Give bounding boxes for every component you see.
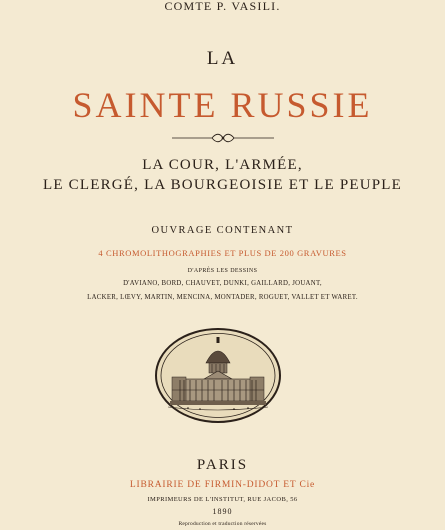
artists-line-1: D'AVIANO, BORD, CHAUVET, DUNKI, GAILLARD, JOUANT, — [123, 280, 322, 287]
artists-line-2: LACKER, LŒVY, MARTIN, MENCINA, MONTADER, ROGUET, VALLET ET WARET. — [87, 294, 358, 301]
drawings-intro: D'APRÈS LES DESSINS — [187, 268, 258, 274]
title-article: LA — [206, 48, 239, 69]
publication-year: 1890 — [212, 507, 233, 516]
book-title: SAINTE RUSSIE — [72, 85, 373, 125]
contents-heading: OUVRAGE CONTENANT — [151, 225, 294, 236]
rights-notice: Reproduction et traduction réservées — [178, 521, 267, 527]
imprint-city: PARIS — [196, 457, 249, 473]
subtitle-line-2: LE CLERGÉ, LA BOURGEOISIE ET LE PEUPLE — [42, 177, 403, 193]
publisher-name: LIBRAIRIE DE FIRMIN-DIDOT ET Cie — [129, 480, 316, 490]
medallion-building-icon — [154, 327, 282, 424]
printer-line: IMPRIMEURS DE L'INSTITUT, RUE JACOB, 56 — [147, 496, 298, 503]
subtitle-line-1: LA COUR, L'ARMÉE, — [142, 157, 303, 173]
flourish-divider-icon — [170, 132, 276, 144]
contents-detail: 4 CHROMOLITHOGRAPHIES ET PLUS DE 200 GRAVURES — [98, 248, 347, 258]
author-name: COMTE P. VASILI. — [164, 0, 281, 13]
